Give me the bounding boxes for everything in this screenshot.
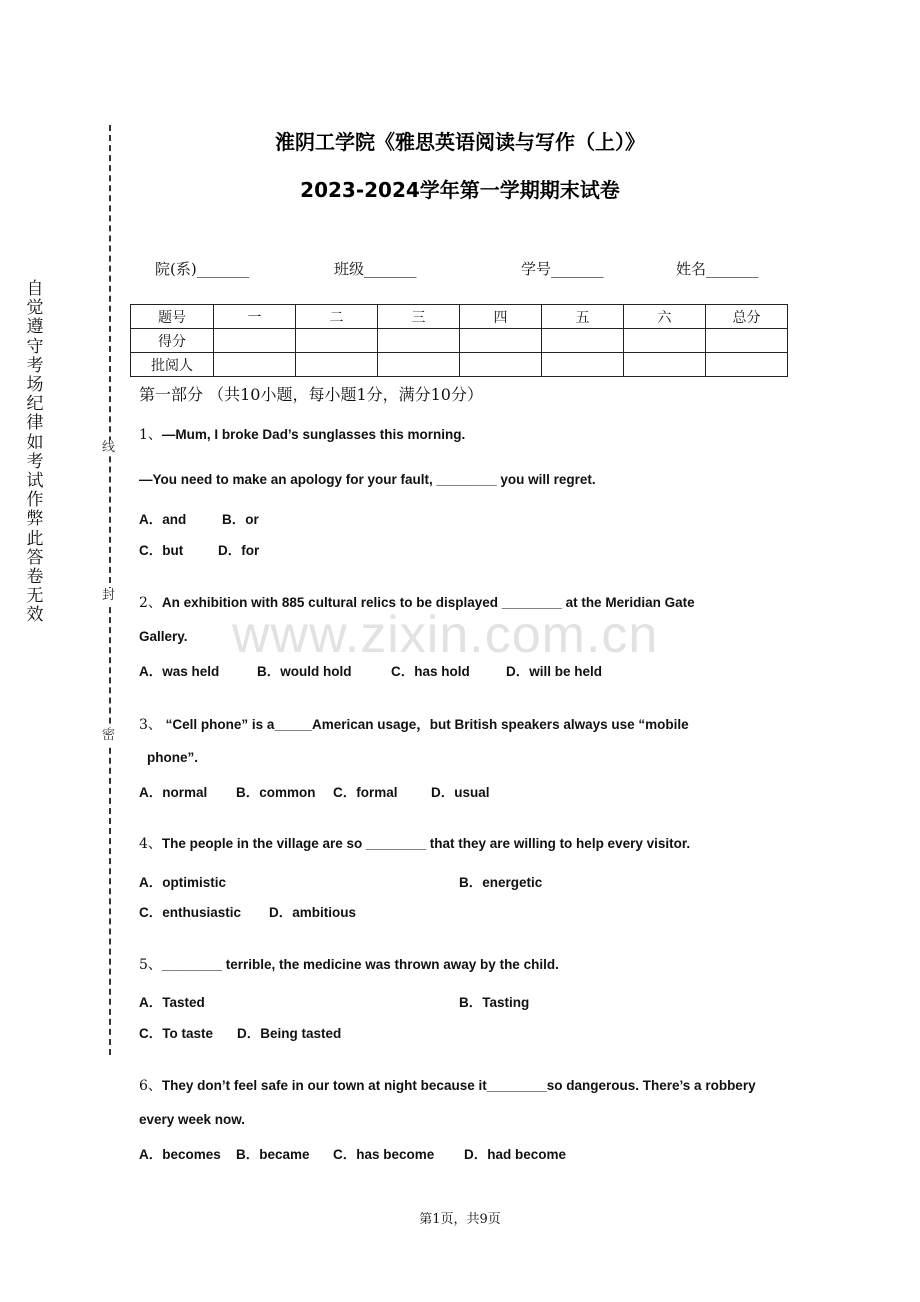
table-row bbox=[131, 329, 788, 353]
row-label-score: 得分 bbox=[131, 329, 214, 353]
question-number: 3、 bbox=[139, 717, 162, 733]
department-field: 院(系)_______ bbox=[155, 260, 250, 278]
seal-mark-line: 线 bbox=[102, 440, 116, 455]
score-cell[interactable] bbox=[542, 329, 624, 353]
name-field: 姓名_______ bbox=[676, 260, 759, 278]
student-id-field: 学号_______ bbox=[521, 260, 604, 278]
question-4 bbox=[139, 833, 690, 853]
table-header-cell: 题号 bbox=[131, 305, 214, 329]
grader-cell[interactable] bbox=[296, 353, 378, 377]
question-number: 4、 bbox=[139, 836, 162, 852]
score-cell[interactable] bbox=[378, 329, 460, 353]
row-label-grader: 批阅人 bbox=[131, 353, 214, 377]
question-number: 6、 bbox=[139, 1078, 162, 1094]
option-2d[interactable]: D．will be held bbox=[506, 664, 603, 679]
option-3d[interactable]: D．usual bbox=[431, 785, 490, 800]
option-4b[interactable]: B．energetic bbox=[459, 875, 543, 890]
table-header-cell: 一 bbox=[214, 305, 296, 329]
option-2b[interactable]: B．would hold bbox=[257, 664, 352, 679]
option-1d[interactable]: D．for bbox=[218, 543, 260, 558]
grader-cell[interactable] bbox=[460, 353, 542, 377]
score-cell[interactable] bbox=[296, 329, 378, 353]
table-header-cell: 四 bbox=[460, 305, 542, 329]
exam-title-line1: 淮阴工学院《雅思英语阅读与写作（上）》 bbox=[275, 130, 645, 154]
table-row bbox=[131, 305, 788, 329]
score-cell[interactable] bbox=[624, 329, 706, 353]
page-footer: 第1页，共9页 bbox=[419, 1212, 501, 1227]
option-2c[interactable]: C．has hold bbox=[391, 664, 470, 679]
option-1a[interactable]: A．and bbox=[139, 512, 187, 527]
question-1-line2: —You need to make an apology for your fault, ________ you will regret. bbox=[139, 472, 596, 487]
option-4c[interactable]: C．enthusiastic bbox=[139, 905, 242, 920]
score-cell[interactable] bbox=[214, 329, 296, 353]
option-5a[interactable]: A．Tasted bbox=[139, 995, 205, 1010]
class-field: 班级_______ bbox=[334, 260, 417, 278]
question-3-line2: phone”. bbox=[147, 750, 198, 765]
score-table bbox=[130, 304, 788, 377]
table-header-cell: 六 bbox=[624, 305, 706, 329]
question-3 bbox=[139, 713, 689, 734]
part-title: 第一部分 （共10小题，每小题1分，满分10分） bbox=[139, 385, 483, 404]
table-row bbox=[131, 353, 788, 377]
option-6d[interactable]: D．had become bbox=[464, 1147, 567, 1162]
table-header-cell: 总分 bbox=[706, 305, 788, 329]
grader-cell[interactable] bbox=[214, 353, 296, 377]
seal-mark-seal: 封 bbox=[102, 588, 116, 603]
grader-cell[interactable] bbox=[706, 353, 788, 377]
option-4d[interactable]: D．ambitious bbox=[269, 905, 357, 920]
question-1 bbox=[139, 424, 465, 444]
question-number: 5、 bbox=[139, 957, 162, 973]
grader-cell[interactable] bbox=[624, 353, 706, 377]
option-3a[interactable]: A．normal bbox=[139, 785, 208, 800]
question-2 bbox=[139, 592, 695, 612]
option-3c[interactable]: C．formal bbox=[333, 785, 398, 800]
question-text: ________ terrible, the medicine was thrown away by the child. bbox=[161, 957, 559, 972]
table-header-cell: 三 bbox=[378, 305, 460, 329]
grader-cell[interactable] bbox=[542, 353, 624, 377]
question-6 bbox=[139, 1075, 756, 1095]
question-6-line2: every week now. bbox=[139, 1112, 246, 1127]
option-5c[interactable]: C．To taste bbox=[139, 1026, 214, 1041]
question-text: —Mum, I broke Dad’s sunglasses this morning. bbox=[161, 427, 466, 442]
question-number: 1、 bbox=[139, 427, 162, 443]
option-5b[interactable]: B．Tasting bbox=[459, 995, 530, 1010]
seal-mark-secret: 密 bbox=[102, 728, 116, 743]
question-number: 2、 bbox=[139, 595, 162, 611]
option-3b[interactable]: B．common bbox=[236, 785, 316, 800]
option-1b[interactable]: B．or bbox=[222, 512, 259, 527]
question-text: “Cell phone” is a_____American usage，but British speakers always use “mobile bbox=[161, 717, 689, 732]
question-text: The people in the village are so ________ that they are willing to help every visitor. bbox=[161, 836, 691, 851]
option-1c[interactable]: C．but bbox=[139, 543, 184, 558]
table-header-cell: 二 bbox=[296, 305, 378, 329]
option-6c[interactable]: C．has become bbox=[333, 1147, 435, 1162]
watermark: www.zixin.com.cn bbox=[232, 606, 659, 664]
exam-title-line2: 2023-2024学年第一学期期末试卷 bbox=[300, 178, 620, 202]
option-6b[interactable]: B．became bbox=[236, 1147, 310, 1162]
option-6a[interactable]: A．becomes bbox=[139, 1147, 221, 1162]
table-header-cell: 五 bbox=[542, 305, 624, 329]
score-cell[interactable] bbox=[460, 329, 542, 353]
option-2a[interactable]: A．was held bbox=[139, 664, 220, 679]
question-text: They don’t feel safe in our town at night because it________so dangerous. There’s a robbery bbox=[161, 1078, 756, 1093]
question-text: An exhibition with 885 cultural relics to be displayed ________ at the Meridian Gate bbox=[161, 595, 695, 610]
option-4a[interactable]: A．optimistic bbox=[139, 875, 227, 890]
question-5 bbox=[139, 954, 559, 974]
option-5d[interactable]: D．Being tasted bbox=[237, 1026, 342, 1041]
grader-cell[interactable] bbox=[378, 353, 460, 377]
score-cell[interactable] bbox=[706, 329, 788, 353]
question-2-line2: Gallery. bbox=[139, 629, 188, 644]
side-notice: 自觉遵守考场纪律如考试作弊此答卷无效 bbox=[26, 279, 44, 626]
